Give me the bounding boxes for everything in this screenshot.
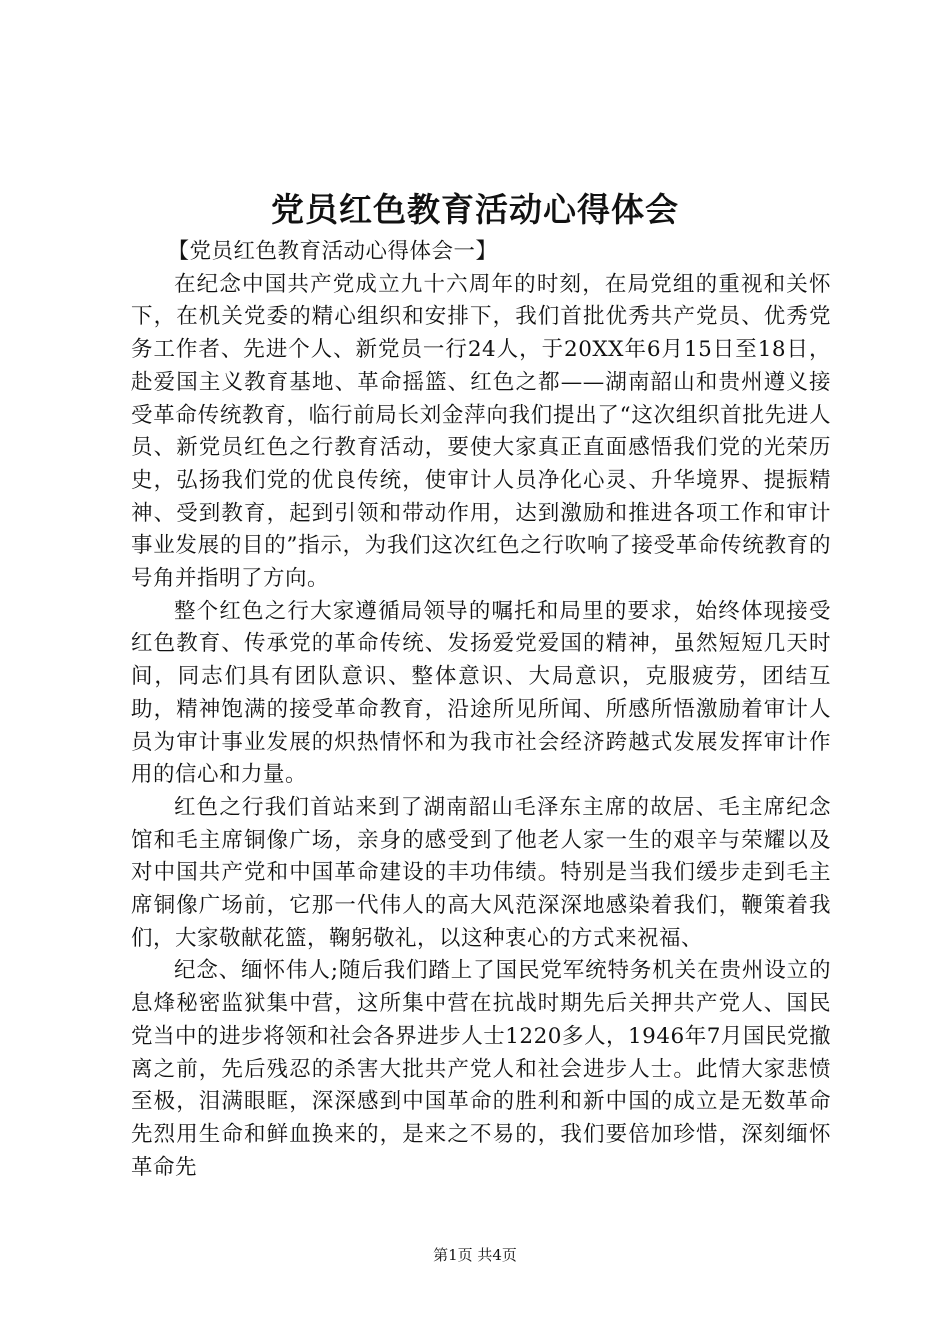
body-paragraph-3: 红色之行我们首站来到了湖南韶山毛泽东主席的故居、毛主席纪念馆和毛主席铜像广场，亲身的感受到了他老人家一生的艰辛与荣耀以及对中国共产党和中国革命建设的丰功伟绩。特别是当我们缓步走到毛主席铜像广场前，它那一代伟人的高大风范深深地感染着我们，鞭策着我们，大家敬献花篮，鞠躬敬礼，以这种衷心的方式来祝福、 (131, 794, 831, 951)
body-paragraph-2: 整个红色之行大家遵循局领导的嘱托和局里的要求，始终体现接受红色教育、传承党的革命传统、发扬爱党爱国的精神，虽然短短几天时间，同志们具有团队意识、整体意识、大局意识，克服疲劳，团结互助，精神饱满的接受革命教育，沿途所见所闻、所感所悟激励着审计人员为审计事业发展的炽热情怀和为我市社会经济跨越式发展发挥审计作用的信心和力量。 (131, 598, 831, 788)
section-subheading: 【党员红色教育活动心得体会一】 (167, 239, 498, 264)
document-title: 党员红色教育活动心得体会 (271, 190, 679, 229)
document-body (131, 236, 831, 1184)
body-paragraph-4: 纪念、缅怀伟人;随后我们踏上了国民党军统特务机关在贵州设立的息烽秘密监狱集中营，这所集中营在抗战时期先后关押共产党人、国民党当中的进步将领和社会各界进步人士1220多人，1946年7月国民党撤离之前，先后残忍的杀害大批共产党人和社会进步人士。此情大家悲愤至极，泪满眼眶，深深感到中国革命的胜利和新中国的成立是无数革命先烈用生命和鲜血换来的，是来之不易的，我们要倍加珍惜，深刻缅怀革命先 (131, 958, 831, 1180)
page-number-footer: 第1页 共4页 (433, 1246, 517, 1264)
body-paragraph-1: 在纪念中国共产党成立九十六周年的时刻，在局党组的重视和关怀下，在机关党委的精心组织和安排下，我们首批优秀共产党员、优秀党务工作者、先进个人、新党员一行24人，于20XX年6月15日至18日，赴爱国主义教育基地、革命摇篮、红色之都——湖南韶山和贵州遵义接受革命传统教育，临行前局长刘金萍向我们提出了“这次组织首批先进人员、新党员红色之行教育活动，要使大家真正直面感悟我们党的光荣历史，弘扬我们党的优良传统，使审计人员净化心灵、升华境界、提振精神、受到教育，起到引领和带动作用，达到激励和推进各项工作和审计事业发展的目的”指示，为我们这次红色之行吹响了接受革命传统教育的号角并指明了方向。 (131, 271, 831, 592)
